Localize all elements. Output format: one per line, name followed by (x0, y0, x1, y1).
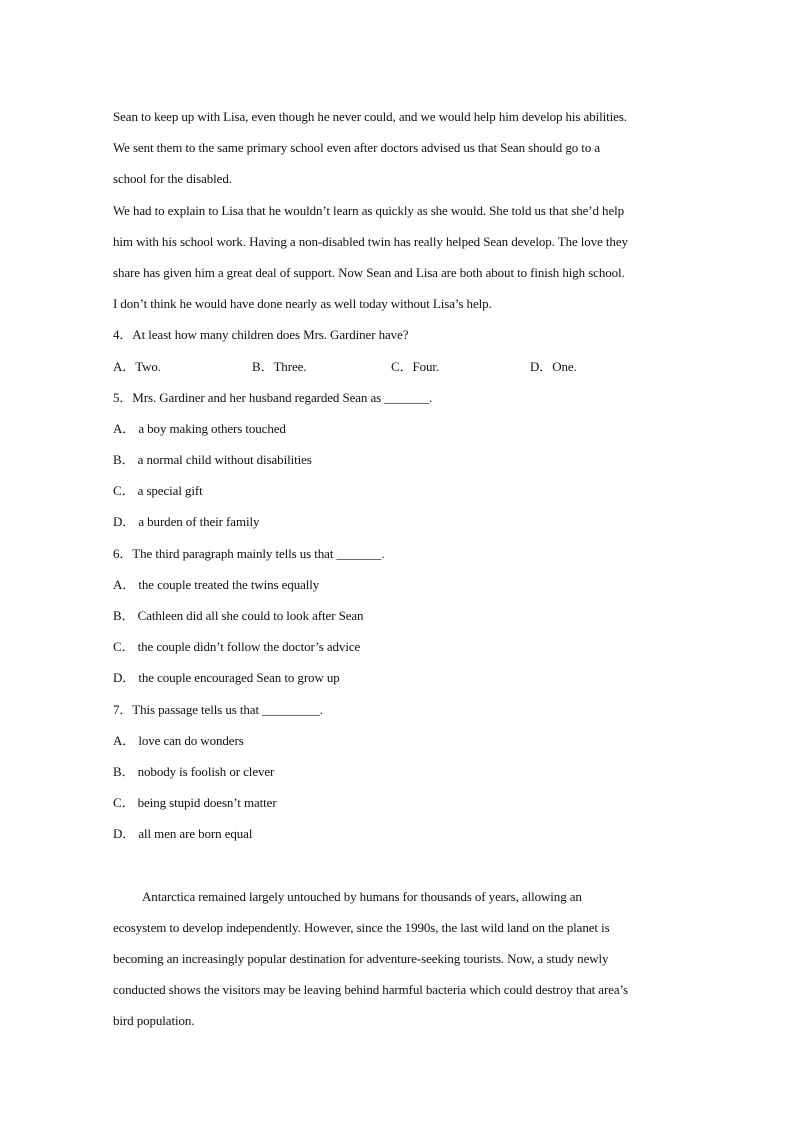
passage-2-line: Antarctica remained largely untouched by humans for thousands of years, allowing an (142, 888, 582, 904)
passage-2-line: bird population. (113, 1013, 195, 1029)
option-a[interactable]: A． a boy making others touched (113, 420, 286, 436)
section-gap (113, 850, 688, 881)
passage-1-line: him with his school work. Having a non-disabled twin has really helped Sean develop. The love they (113, 233, 628, 249)
passage-1-line: share has given him a great deal of support. Now Sean and Lisa are both about to finish high school. (113, 264, 625, 280)
question-stem: 4．At least how many children does Mrs. Gardiner have? (113, 327, 409, 343)
question-6 (113, 538, 688, 694)
passage-2-line: becoming an increasingly popular destination for adventure-seeking tourists. Now, a study newly (113, 950, 609, 966)
question-7 (113, 694, 688, 850)
passage-1-line: We sent them to the same primary school even after doctors advised us that Sean should go to a (113, 140, 601, 156)
passage-2-line: conducted shows the visitors may be leaving behind harmful bacteria which could destroy that area’s (113, 982, 629, 998)
question-4 (113, 319, 688, 381)
option-d[interactable]: D． all men are born equal (113, 826, 253, 842)
passage-2-line: ecosystem to develop independently. However, since the 1990s, the last wild land on the planet is (113, 919, 610, 935)
option-a[interactable]: A．Two. (113, 358, 161, 374)
options-row (113, 351, 688, 382)
passage-2 (113, 881, 688, 1037)
option-c[interactable]: C．Four. (391, 358, 440, 374)
passage-1-line: school for the disabled. (113, 171, 232, 187)
option-d[interactable]: D． the couple encouraged Sean to grow up (113, 670, 340, 686)
question-5 (113, 382, 688, 538)
passage-1-line: I don’t think he would have done nearly as well today without Lisa’s help. (113, 296, 492, 312)
option-a[interactable]: A． the couple treated the twins equally (113, 576, 320, 592)
option-c[interactable]: C． a special gift (113, 483, 203, 499)
option-d[interactable]: D． a burden of their family (113, 514, 260, 530)
passage-1-line: We had to explain to Lisa that he wouldn’t learn as quickly as she would. She told us that she’d help (113, 202, 625, 218)
passage-1-line: Sean to keep up with Lisa, even though he never could, and we would help him develop his abilities. (113, 109, 627, 124)
option-b[interactable]: B． Cathleen did all she could to look after Sean (113, 608, 364, 623)
option-c[interactable]: C． the couple didn’t follow the doctor’s advice (113, 639, 361, 655)
passage-1 (113, 101, 688, 319)
option-a[interactable]: A． love can do wonders (113, 732, 244, 748)
question-stem: 7．This passage tells us that _________. (113, 701, 323, 717)
option-b[interactable]: B． a normal child without disabilities (113, 452, 312, 468)
option-b[interactable]: B．Three. (252, 358, 307, 374)
option-b[interactable]: B． nobody is foolish or clever (113, 763, 275, 779)
question-stem: 6．The third paragraph mainly tells us that _______. (113, 545, 385, 561)
option-d[interactable]: D．One. (530, 358, 577, 374)
option-c[interactable]: C． being stupid doesn’t matter (113, 795, 277, 811)
question-stem: 5．Mrs. Gardiner and her husband regarded Sean as _______. (113, 389, 433, 405)
page-content (113, 101, 688, 1036)
